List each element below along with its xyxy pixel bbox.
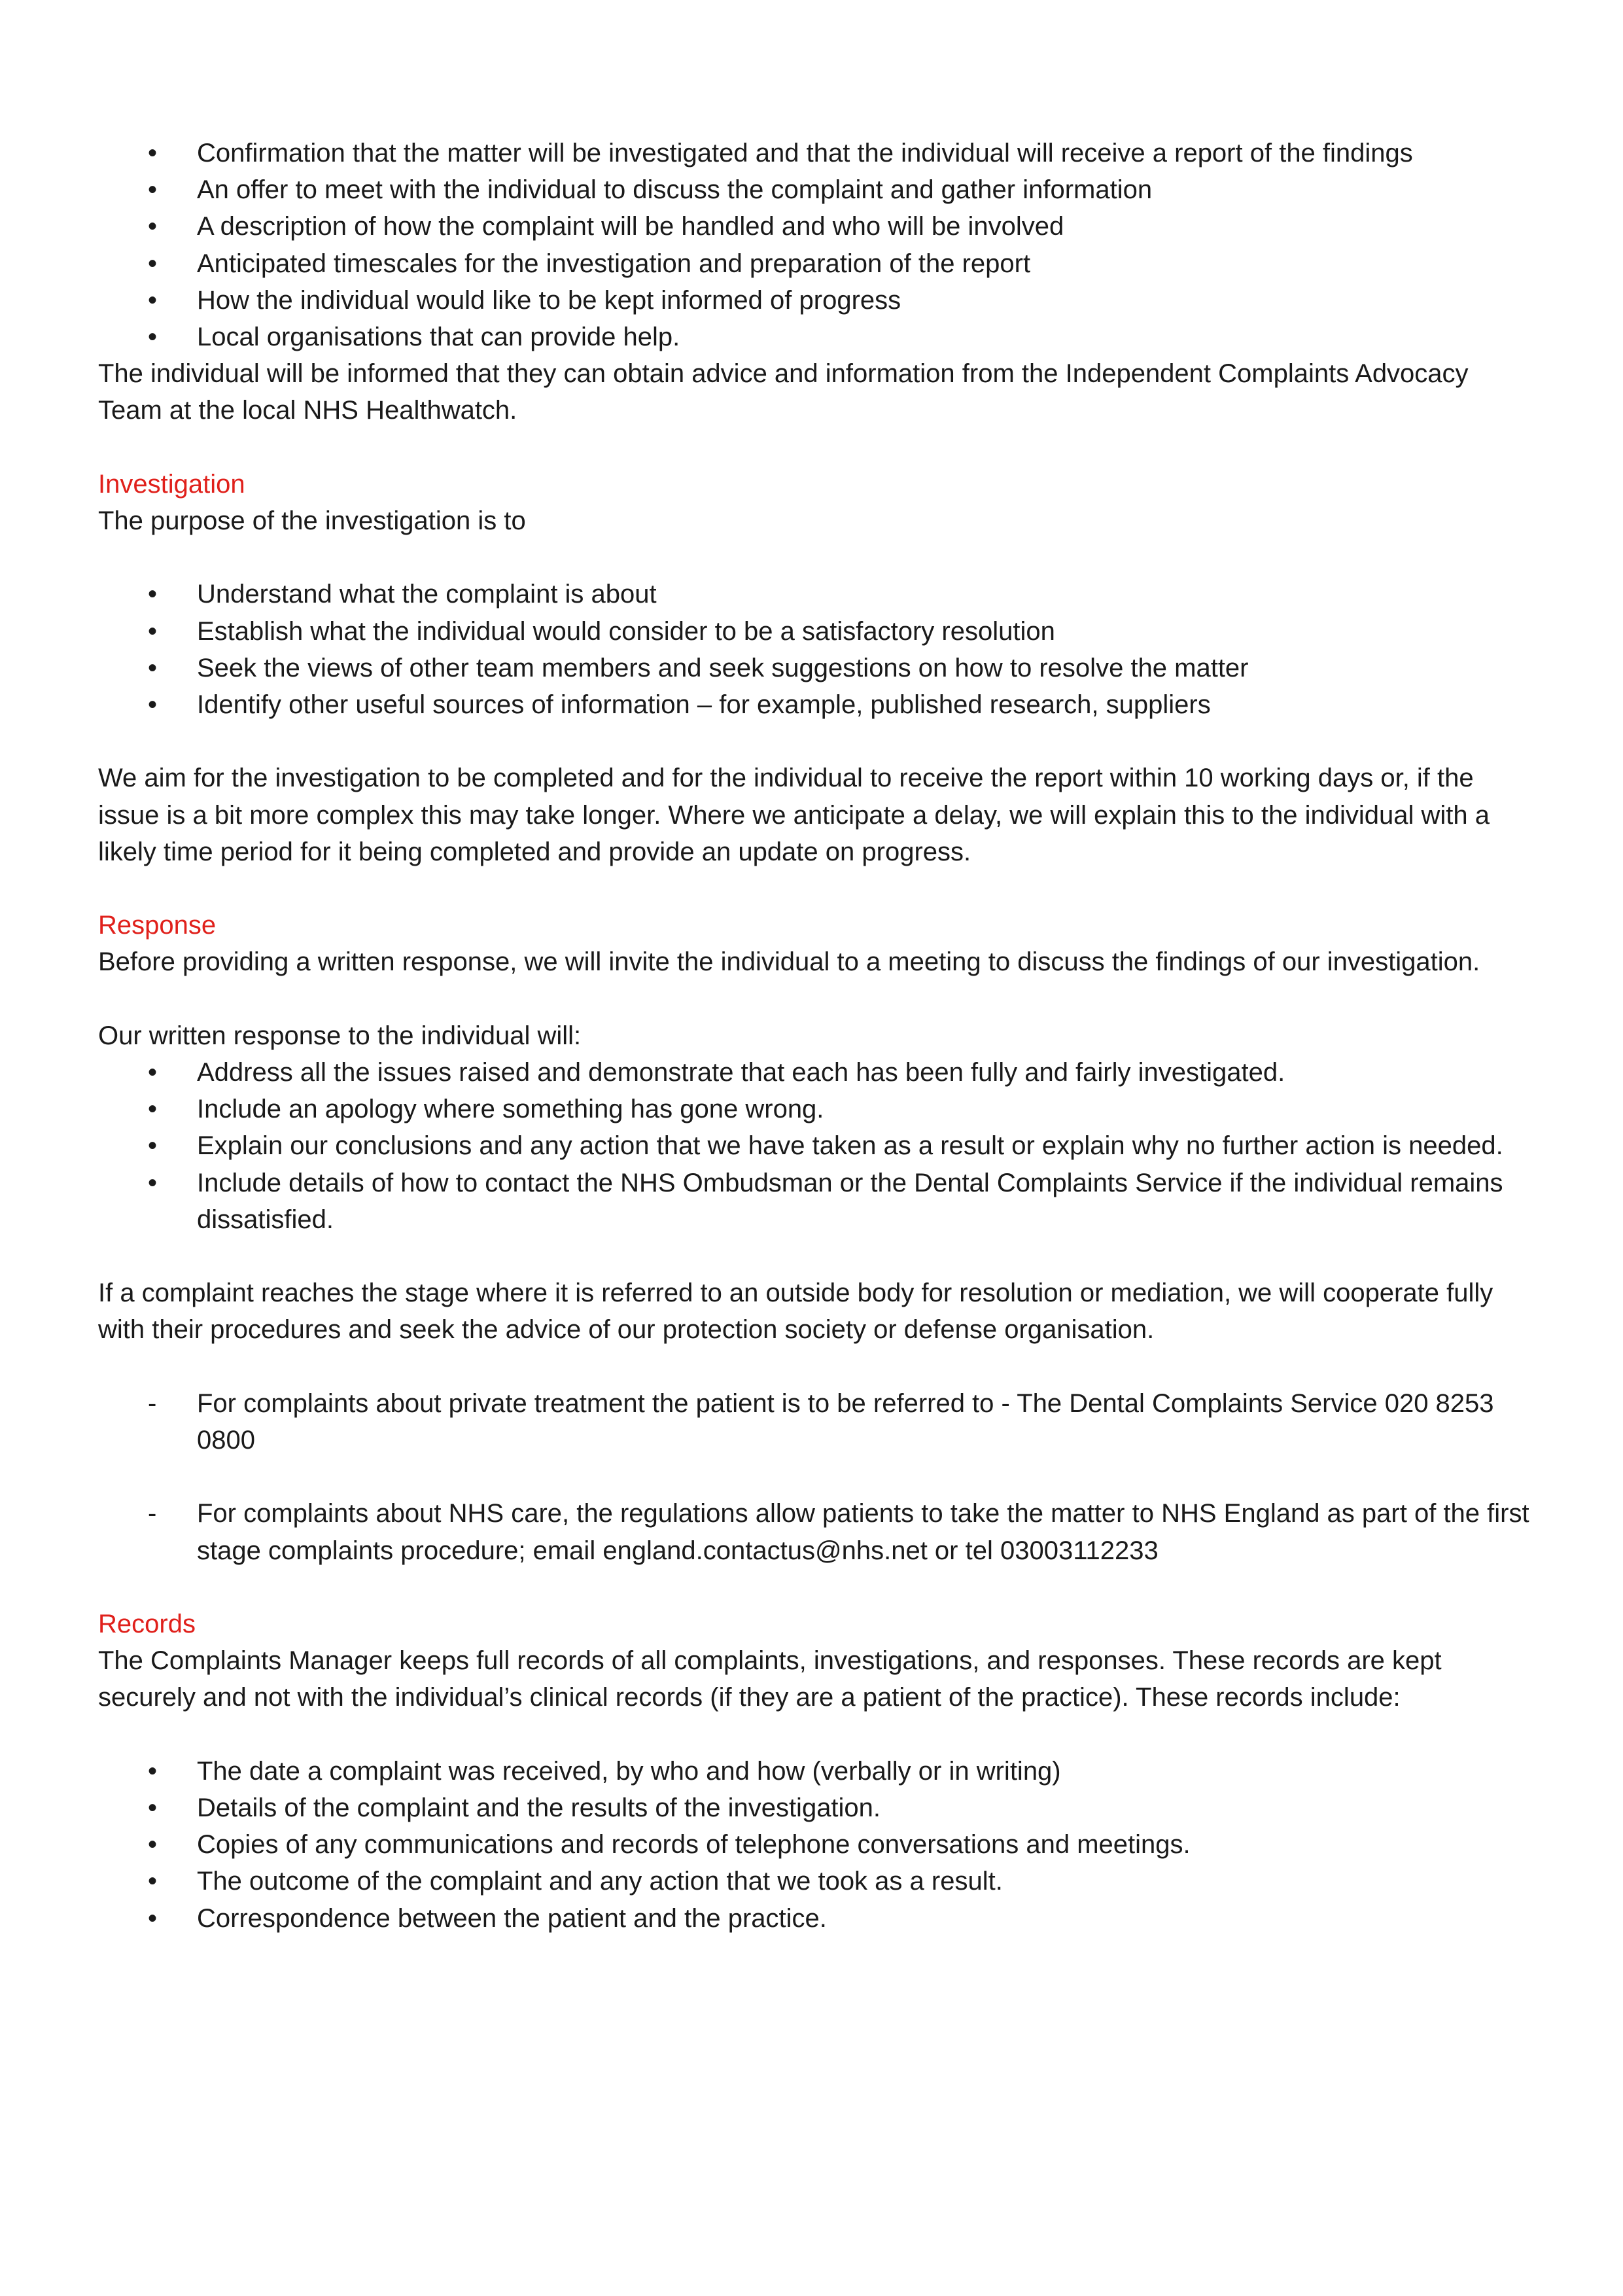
list-item: - For complaints about private treatment the patient is to be referred to - The Dental Complaints Service 020 8253 0800 xyxy=(98,1385,1537,1458)
list-item: • Seek the views of other team members and seek suggestions on how to resolve the matter xyxy=(98,650,1537,686)
records-heading: Records xyxy=(98,1609,196,1638)
document-page xyxy=(98,135,1537,1937)
bullet-marker xyxy=(148,1165,174,1201)
bullet-marker xyxy=(148,245,174,282)
bullet-marker xyxy=(148,1900,174,1937)
list-item: • Understand what the complaint is about xyxy=(98,576,1537,612)
list-item: • The date a complaint was received, by who and how (verbally or in writing) xyxy=(98,1753,1537,1790)
bullet-marker xyxy=(148,135,174,171)
investigation-heading: Investigation xyxy=(98,469,245,499)
bullet-marker xyxy=(148,576,174,612)
investigation-bullet-list xyxy=(98,576,1537,723)
bullet-marker xyxy=(148,686,174,723)
bullet-marker xyxy=(148,208,174,245)
list-item: • Details of the complaint and the results of the investigation. xyxy=(98,1790,1537,1826)
list-item: • Copies of any communications and records of telephone conversations and meetings. xyxy=(98,1826,1537,1863)
bullet-marker xyxy=(148,319,174,355)
list-item: • Include details of how to contact the NHS Ombudsman or the Dental Complaints Service if the individual remains dissatisfied. xyxy=(98,1165,1537,1238)
bullet-marker xyxy=(148,1127,174,1164)
bullet-marker xyxy=(148,650,174,686)
response-heading: Response xyxy=(98,911,217,940)
bullet-marker xyxy=(148,1054,174,1091)
intro-bullet-list xyxy=(98,135,1537,355)
list-item: • Correspondence between the patient and the practice. xyxy=(98,1900,1537,1937)
list-item: • Establish what the individual would consider to be a satisfactory resolution xyxy=(98,613,1537,650)
list-item: • Local organisations that can provide help. xyxy=(98,319,1537,355)
investigation-lead: The purpose of the investigation is to xyxy=(98,506,526,536)
response-bullet-list xyxy=(98,1054,1537,1238)
list-item: • Anticipated timescales for the investigation and preparation of the report xyxy=(98,245,1537,282)
complaint-routes-list xyxy=(98,1385,1537,1458)
dash-marker xyxy=(148,1385,174,1422)
bullet-marker xyxy=(148,1863,174,1899)
list-item: • How the individual would like to be kept informed of progress xyxy=(98,282,1537,319)
bullet-marker xyxy=(148,613,174,650)
response-lead: Our written response to the individual will: xyxy=(98,1021,582,1050)
list-item: • Address all the issues raised and demonstrate that each has been fully and fairly investigated. xyxy=(98,1054,1537,1091)
intro-paragraph: The individual will be informed that they can obtain advice and information from the Independent Complaints Advocacy Team at the local NHS Healthwatch. xyxy=(98,359,1469,425)
dash-marker xyxy=(148,1495,174,1532)
bullet-marker xyxy=(148,1753,174,1790)
list-item: • Identify other useful sources of information – for example, published research, suppliers xyxy=(98,686,1537,723)
list-item: • A description of how the complaint will be handled and who will be involved xyxy=(98,208,1537,245)
response-paragraph: Before providing a written response, we will invite the individual to a meeting to discuss the findings of our investigation. xyxy=(98,947,1480,977)
list-item: • The outcome of the complaint and any action that we took as a result. xyxy=(98,1863,1537,1899)
bullet-marker xyxy=(148,282,174,319)
complaint-routes-list-nhs xyxy=(98,1495,1537,1568)
outside-body-paragraph: If a complaint reaches the stage where it is referred to an outside body for resolution or mediation, we will cooperate fully with their procedures and seek the advice of our protection society or defense organisation. xyxy=(98,1279,1493,1345)
records-paragraph: The Complaints Manager keeps full records of all complaints, investigations, and responses. These records are kept securely and not with the individual’s clinical records (if they are a patient of the practice). These records include: xyxy=(98,1646,1442,1712)
records-bullet-list xyxy=(98,1753,1537,1937)
list-item: - For complaints about NHS care, the regulations allow patients to take the matter to NHS England as part of the first stage complaints procedure; email england.contactus@nhs.net or tel 03003112233 xyxy=(98,1495,1537,1568)
list-item: • Include an apology where something has gone wrong. xyxy=(98,1091,1537,1127)
list-item: • Confirmation that the matter will be investigated and that the individual will receive a report of the findings xyxy=(98,135,1537,171)
bullet-marker xyxy=(148,1826,174,1863)
bullet-marker xyxy=(148,1091,174,1127)
list-item: • An offer to meet with the individual to discuss the complaint and gather information xyxy=(98,171,1537,208)
bullet-marker xyxy=(148,171,174,208)
bullet-marker xyxy=(148,1790,174,1826)
investigation-paragraph: We aim for the investigation to be completed and for the individual to receive the report within 10 working days or, if the issue is a bit more complex this may take longer. Where we anticipate a delay, we will explain this to the individual with a likely time period for it being completed and provide an update on progress. xyxy=(98,764,1490,866)
list-item: • Explain our conclusions and any action that we have taken as a result or explain why no further action is needed. xyxy=(98,1127,1537,1164)
